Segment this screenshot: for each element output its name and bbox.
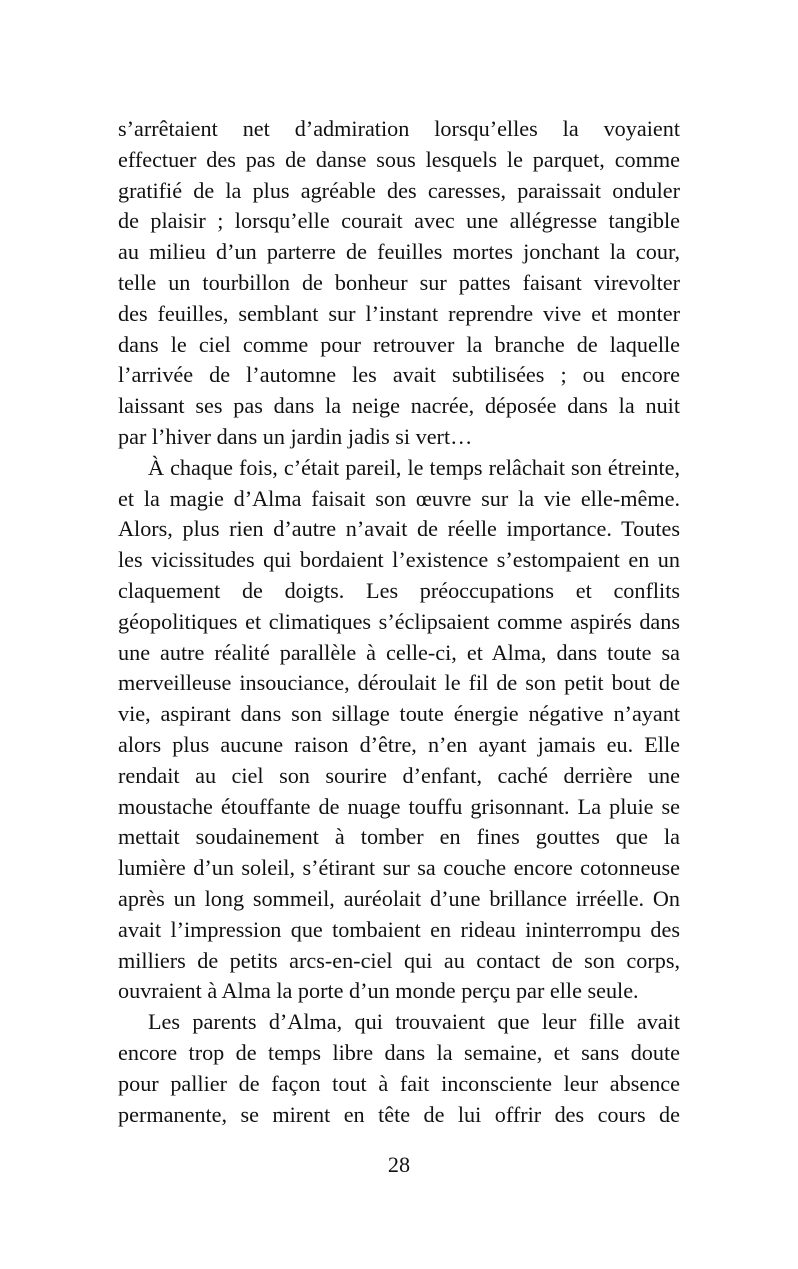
text-line: géopolitiques et climatiques s’éclipsaient comme aspirés dans [118, 608, 680, 634]
page-body [118, 114, 680, 1130]
text-line: moustache étouffante de nuage touffu grisonnant. La pluie se [118, 793, 680, 819]
text-line: telle un tourbillon de bonheur sur pattes faisant virevolter [118, 269, 680, 295]
paragraph [118, 453, 680, 1007]
text-line: pour pallier de façon tout à fait inconsciente leur absence [118, 1070, 680, 1096]
text-line: dans le ciel comme pour retrouver la branche de laquelle [118, 331, 680, 357]
text-line: laissant ses pas dans la neige nacrée, déposée dans la nuit [118, 393, 680, 419]
text-line: effectuer des pas de danse sous lesquels le parquet, comme [118, 146, 680, 172]
text-line: après un long sommeil, auréolait d’une brillance irréelle. On [118, 885, 680, 911]
text-line: ouvraient à Alma la porte d’un monde perçu par elle seule. [118, 978, 639, 1004]
text-line: des feuilles, semblant sur l’instant reprendre vive et monter [118, 300, 680, 326]
paragraph [118, 114, 680, 453]
text-line: À chaque fois, c’était pareil, le temps relâchait son étreinte, [148, 454, 680, 480]
text-line: l’arrivée de l’automne les avait subtilisées ; ou encore [118, 362, 680, 388]
text-line: rendait au ciel son sourire d’enfant, caché derrière une [118, 762, 680, 788]
text-line: Alors, plus rien d’autre n’avait de réelle importance. Toutes [118, 516, 680, 542]
text-line: milliers de petits arcs-en-ciel qui au contact de son corps, [118, 947, 680, 973]
text-line: les vicissitudes qui bordaient l’existence s’estompaient en un [118, 547, 680, 573]
text-line: gratifié de la plus agréable des caresses, paraissait onduler [118, 177, 680, 203]
text-line: lumière d’un soleil, s’étirant sur sa couche encore cotonneuse [118, 855, 680, 881]
text-line: une autre réalité parallèle à celle-ci, et Alma, dans toute sa [118, 639, 680, 665]
paragraph [118, 1007, 680, 1130]
text-line: alors plus aucune raison d’être, n’en ayant jamais eu. Elle [118, 731, 680, 757]
text-line: Les parents d’Alma, qui trouvaient que leur fille avait [148, 1009, 680, 1035]
text-line: permanente, se mirent en tête de lui offrir des cours de [118, 1101, 680, 1127]
text-line: de plaisir ; lorsqu’elle courait avec une allégresse tangible [118, 208, 680, 234]
text-line: merveilleuse insouciance, déroulait le fil de son petit bout de [118, 670, 680, 696]
text-line: et la magie d’Alma faisait son œuvre sur la vie elle-même. [118, 485, 680, 511]
page-number: 28 [387, 1152, 411, 1177]
text-line: s’arrêtaient net d’admiration lorsqu’elles la voyaient [118, 116, 680, 141]
text-line: avait l’impression que tombaient en rideau ininterrompu des [118, 916, 680, 942]
text-line: encore trop de temps libre dans la semaine, et sans doute [118, 1039, 680, 1065]
text-line: par l’hiver dans un jardin jadis si vert… [118, 423, 473, 449]
text-line: claquement de doigts. Les préoccupations et conflits [118, 577, 680, 603]
text-line: au milieu d’un parterre de feuilles mortes jonchant la cour, [118, 239, 680, 265]
text-line: vie, aspirant dans son sillage toute énergie négative n’ayant [118, 701, 680, 727]
text-line: mettait soudainement à tomber en fines gouttes que la [118, 824, 680, 850]
